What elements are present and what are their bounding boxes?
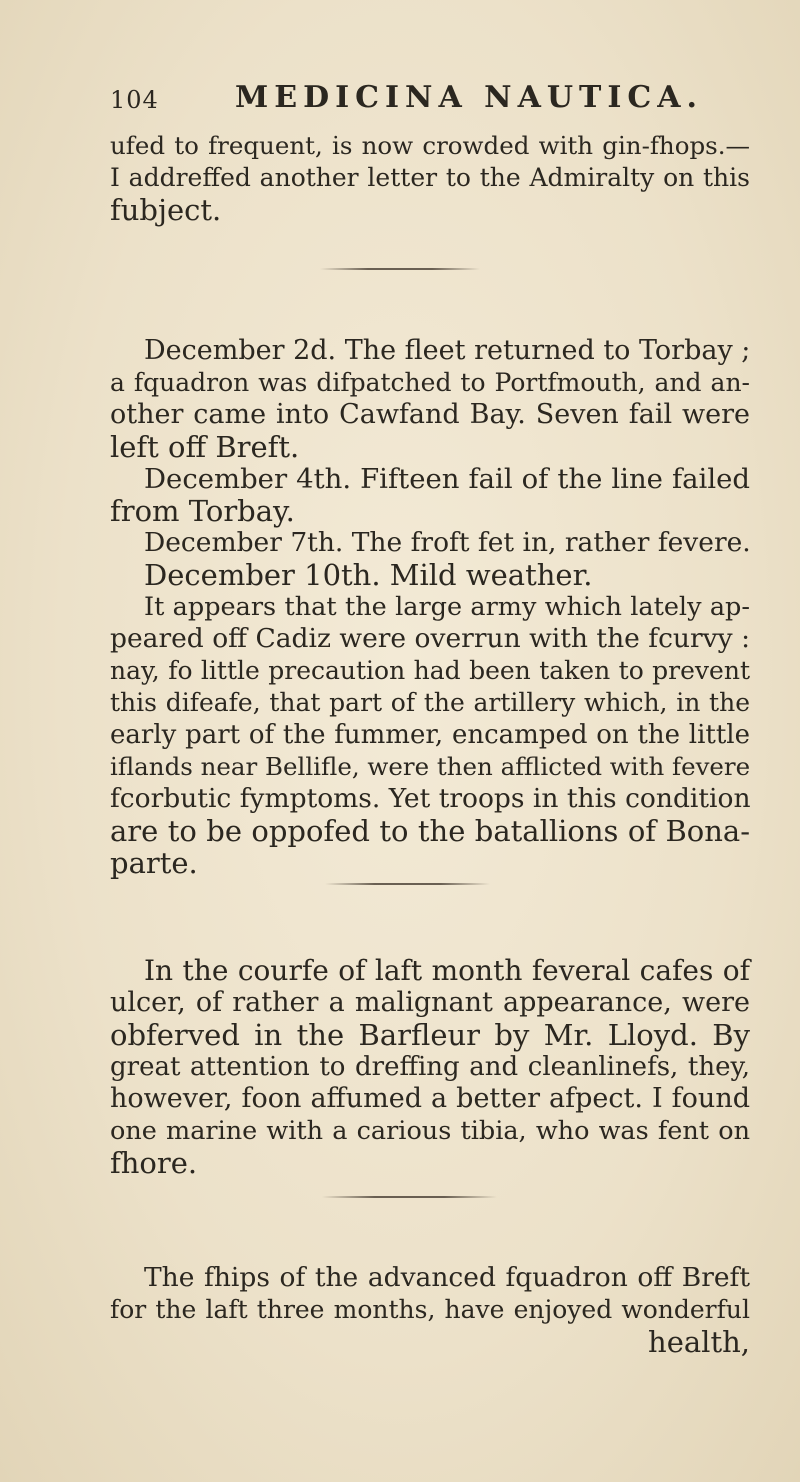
text-line: fhore.	[110, 1146, 198, 1180]
text-line: for the laft three months, have enjoyed wonderful	[110, 1295, 750, 1324]
paragraph-ulcer-cases	[110, 955, 750, 1179]
text-line: ufed to frequent, is now crowded with gin-fhops.—	[110, 131, 750, 160]
page-number: 104	[110, 86, 159, 114]
section-divider	[320, 268, 480, 270]
running-title: MEDICINA NAUTICA.	[235, 80, 703, 115]
text-line: December 2d. The fleet returned to Torbay ;	[144, 335, 751, 366]
text-line: December 7th. The froft fet in, rather fevere.	[144, 527, 751, 558]
text-line: December 10th. Mild weather.	[144, 558, 593, 592]
text-line: this difeafe, that part of the artillery which, in the	[110, 688, 750, 717]
text-line: left off Breft.	[110, 430, 300, 464]
text-line: great attention to dreffing and cleanlinefs, they,	[110, 1052, 750, 1082]
text-line: early part of the fummer, encamped on the little	[110, 720, 750, 750]
section-divider	[325, 883, 490, 885]
text-line: iflands near Belliflе, were then afflicted with fevere	[110, 752, 751, 781]
text-line: parte.	[110, 846, 198, 880]
text-line: nay, fo little precaution had been taken to prevent	[110, 656, 750, 685]
text-line: The fhips of the advanced fquadron off Breft	[144, 1262, 750, 1293]
text-line: ulcer, of rather a malignant appearance, were	[110, 987, 750, 1018]
text-line: In the courfe of laft month feveral cafes of	[144, 954, 750, 987]
text-line: I addreffed another letter to the Admiralty on this	[110, 163, 750, 192]
text-line: December 4th. Fifteen fail of the line failed	[144, 463, 750, 495]
text-line: however, foon affumed a better afpect. I found	[110, 1083, 750, 1114]
text-line: other came into Cawfand Bay. Seven fail were	[110, 399, 750, 430]
page-header	[110, 80, 750, 120]
paragraph-squadron-health	[110, 1262, 750, 1358]
journal-entries-december	[110, 335, 750, 879]
text-line: fubject.	[110, 193, 222, 227]
text-line: fcorbutic fymptoms. Yet troops in this condition	[110, 783, 751, 814]
text-line: are to be oppofed to the batallions of Bona-	[110, 814, 750, 848]
text-line: health,	[648, 1325, 750, 1359]
paragraph-gin-shops	[110, 130, 750, 226]
text-line: peared off Cadiz were overrun with the fcurvy :	[110, 623, 750, 654]
text-line: one marine with a carious tibia, who was fent on	[110, 1116, 750, 1146]
text-line: obferved in the Barfleur by Mr. Lloyd. By	[110, 1018, 750, 1052]
text-line: a fquadron was difpatched to Portfmouth, and an-	[110, 368, 750, 397]
text-line: It appears that the large army which lately ap-	[144, 592, 750, 622]
section-divider	[322, 1196, 497, 1198]
text-line: from Torbay.	[110, 494, 295, 528]
